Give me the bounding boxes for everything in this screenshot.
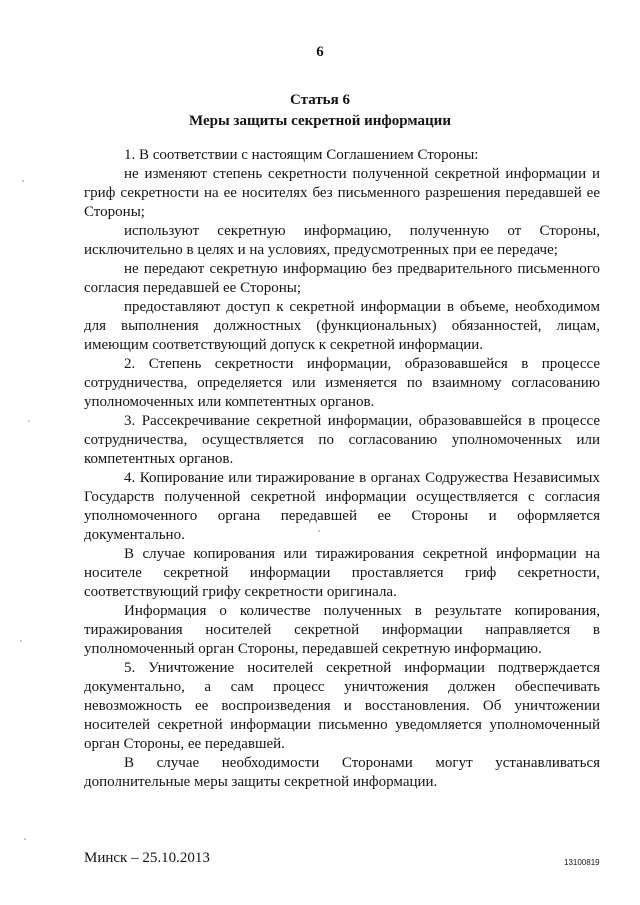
paragraph-1-intro: 1. В соответствии с настоящим Соглашением Стороны: [124, 147, 479, 163]
paragraph-1-item-4: предоставляют доступ к секретной информации в объеме, необходимом для выполнения должностных (функциональных) обязанностей, лицам, имеющим соответствующий допуск к секретной информации. [84, 299, 600, 353]
footer-doc-code: 13100819 [564, 858, 600, 867]
paragraph-1-item-2: используют секретную информацию, полученную от Стороны, исключительно в целях и на условиях, предусмотренных при ее передаче; [84, 223, 600, 258]
paragraph-2: 2. Степень секретности информации, образовавшейся в процессе сотрудничества, определяется или изменяется по взаимному согласованию уполномоченных или компетентных органов. [84, 356, 600, 410]
paragraph-1-item-1: не изменяют степень секретности полученной секретной информации и гриф секретности на ее носителях без письменного разрешения передавшей ее Стороны; [84, 166, 600, 220]
paragraph-3: 3. Рассекречивание секретной информации, образовавшейся в процессе сотрудничества, осуществляется по согласованию уполномоченных или компетентных органов. [84, 413, 600, 467]
scan-speck [24, 838, 26, 840]
paragraph-4-copy-stamp: В случае копирования или тиражирования секретной информации на носителе секретной информации проставляется гриф секретности, соответствующий грифу секретности оригинала. [84, 546, 600, 600]
footer-place-date: Минск – 25.10.2013 [84, 850, 210, 866]
paragraph-4: 4. Копирование или тиражирование в органах Содружества Независимых Государств полученной секретной информации осуществляется с согласия уполномоченного органа передавшей ее Стороны и оформляется документально. [84, 470, 600, 543]
paragraph-1-item-3: не передают секретную информацию без предварительного письменного согласия передавшей ее Стороны; [84, 261, 600, 296]
article-label: Статья 6 [290, 92, 350, 108]
scan-speck [20, 640, 22, 642]
article-title: Меры защиты секретной информации [189, 113, 451, 129]
paragraph-4-copy-info: Информация о количестве полученных в результате копирования, тиражирования носителей секретной информации направляется в уполномоченный орган Стороны, передавшей секретную информацию. [84, 603, 600, 657]
paragraph-5: 5. Уничтожение носителей секретной информации подтверждается документально, а сам процесс уничтожения должен обеспечивать невозможность ее воспроизведения и восстановления. Об уничтожении носителей секретной информации письменно уведомляется уполномоченный орган Стороны, ее передавшей. [84, 660, 600, 752]
page-number: 6 [316, 44, 324, 60]
scan-speck [22, 180, 24, 182]
article-heading [0, 90, 640, 132]
scan-speck [28, 420, 30, 422]
scan-speck [318, 530, 320, 532]
paragraph-6: В случае необходимости Сторонами могут устанавливаться дополнительные меры защиты секретной информации. [84, 755, 600, 790]
article-body [84, 146, 600, 792]
